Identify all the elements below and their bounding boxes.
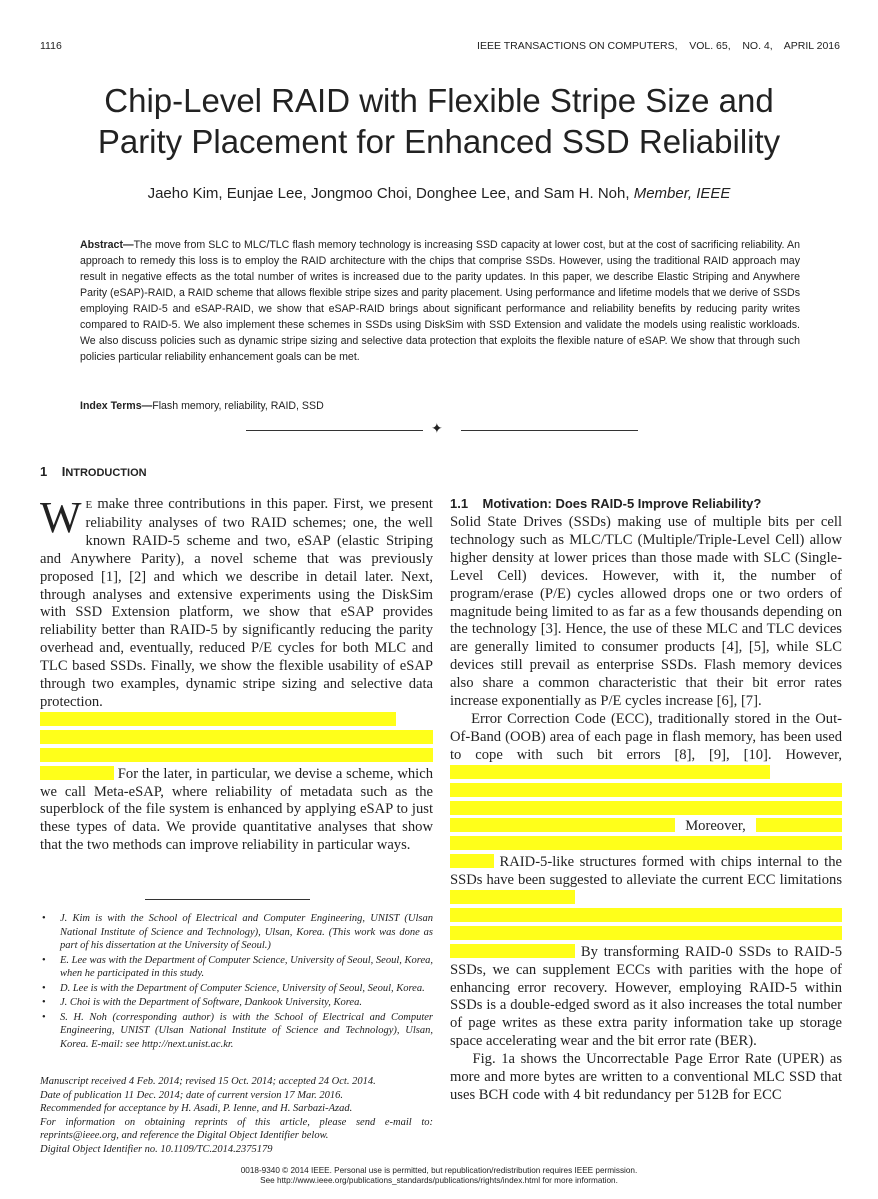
motivation-paragraph-2a: Error Correction Code (ECC), traditionally stored in the Out-Of-Band (OOB) area of each page in flash memory, has been used to cope with such bit errors [8], [9], [10]. However, bbox=[450, 710, 842, 763]
highlight-redaction bbox=[450, 926, 842, 940]
page-number: 1116 bbox=[40, 40, 62, 52]
manuscript-info bbox=[40, 1075, 433, 1156]
copyright-line-1: 0018-9340 © 2014 IEEE. Personal use is permitted, but republication/redistribution requires IEEE permission. bbox=[240, 1166, 638, 1175]
divider-line-left bbox=[246, 430, 423, 431]
footnote-rule bbox=[145, 899, 310, 900]
index-terms-text: Flash memory, reliability, RAID, SSD bbox=[152, 400, 324, 412]
section-title-rest: NTRODUCTION bbox=[65, 467, 147, 479]
section-title-first: I bbox=[61, 464, 66, 479]
section-heading-introduction bbox=[40, 464, 147, 479]
right-column bbox=[450, 514, 842, 1105]
highlight-redaction bbox=[450, 765, 770, 779]
abstract-label: Abstract— bbox=[80, 239, 134, 251]
footnote-item: • S. H. Noh (corresponding author) is with the School of Electrical and Computer Engineering, UNIST (Ulsan National Institute of Science and Technology), Ulsan, Korea. E-mail: see http://next.unist.ac.kr. bbox=[60, 1011, 433, 1052]
footnote-item: • J. Choi is with the Department of Software, Dankook University, Korea. bbox=[60, 996, 433, 1010]
highlight-redaction bbox=[450, 854, 494, 868]
drop-cap-continuation: E bbox=[85, 499, 93, 511]
highlight-redaction bbox=[450, 836, 842, 850]
manuscript-line: Manuscript received 4 Feb. 2014; revised 15 Oct. 2014; accepted 24 Oct. 2014. bbox=[40, 1076, 376, 1087]
section-number: 1 bbox=[40, 464, 48, 479]
index-terms-label: Index Terms— bbox=[80, 400, 153, 412]
highlight-redaction bbox=[450, 783, 842, 797]
copyright-footer bbox=[100, 1166, 778, 1186]
section-divider bbox=[246, 424, 638, 438]
index-terms bbox=[80, 400, 800, 412]
divider-star-icon: ✦ bbox=[431, 422, 443, 437]
author-names: Jaeho Kim, Eunjae Lee, Jongmoo Choi, Donghee Lee, and Sam H. Noh, bbox=[147, 185, 630, 202]
footnote-item: • E. Lee was with the Department of Computer Science, University of Seoul, Seoul, Korea, when he participated in this study. bbox=[60, 954, 433, 981]
highlight-redaction bbox=[450, 944, 575, 958]
authors bbox=[30, 185, 848, 202]
motivation-paragraph-2d: By transforming RAID-0 SSDs to RAID-5 SSDs, we can supplement ECCs with parities with the hope of enhancing error recovery. However, employing RAID-5 within SSDs is a double-edged sword as it also increases the total number of page writes as these extra parity information take up storage space accelerating wear and the bit error rate (BER). bbox=[450, 943, 842, 1050]
highlight-redaction bbox=[40, 712, 396, 726]
motivation-paragraph-1: Solid State Drives (SSDs) making use of multiple bits per cell technology such as MLC/TLC (Multiple/Triple-Level Cell) allow higher density at lower prices than those made with SLC (Single-Level Cell) devices. However, with it, the number of program/erase (P/E) cycles allowed drops one or two orders of magnitude being limited to as far as a few thousands depending on the technology [3]. Hence, the use of these MLC and TLC devices are generally limited to consumer products [4], [5], while SLC devices still prevail as enterprise SSDs. Flash memory devices also share a common characteristic that their bit error rates increase exponentially as P/E cycles increase [6], [7]. bbox=[450, 514, 842, 710]
journal-header: IEEE TRANSACTIONS ON COMPUTERS, VOL. 65, NO. 4, APRIL 2016 bbox=[477, 40, 840, 52]
highlight-redaction bbox=[40, 730, 433, 744]
intro-paragraph-2: For the later, in particular, we devise a scheme, which we call Meta-eSAP, where reliability of metadata such as the superblock of the file system is enhanced by applying eSAP to just these types of data. We provide quantitative analyses that show that the two methods can improve reliability in particular ways. bbox=[40, 765, 433, 854]
divider-line-right bbox=[461, 430, 638, 431]
abstract bbox=[80, 237, 800, 365]
highlight-redaction bbox=[450, 890, 575, 904]
title-line-1: Chip-Level RAID with Flexible Stripe Size and bbox=[104, 82, 774, 119]
paper-title bbox=[30, 80, 848, 162]
footnote-item: • J. Kim is with the School of Electrical and Computer Engineering, UNIST (Ulsan National Institute of Science and Technology), Ulsan, Korea. (This work was done as part of his dissertation at the University of Seoul.) bbox=[60, 912, 433, 953]
footnote-item: • D. Lee is with the Department of Computer Science, University of Seoul, Seoul, Korea. bbox=[60, 982, 433, 996]
author-role: Member, IEEE bbox=[633, 185, 731, 202]
highlight-redaction bbox=[450, 801, 842, 815]
manuscript-line: Date of publication 11 Dec. 2014; date of current version 17 Mar. 2016. bbox=[40, 1089, 343, 1101]
subsection-heading: 1.1 Motivation: Does RAID-5 Improve Reliability? bbox=[450, 496, 762, 511]
highlight-redaction bbox=[450, 908, 842, 922]
manuscript-line: Digital Object Identifier no. 10.1109/TC.2014.2375179 bbox=[40, 1143, 273, 1155]
highlight-redaction bbox=[756, 818, 842, 832]
abstract-text: The move from SLC to MLC/TLC flash memory technology is increasing SSD capacity at lower cost, but at the cost of sacrificing reliability. An approach to remedy this loss is to employ the RAID architecture with the chips that comprise SSDs. However, using the traditional RAID approach may result in negative effects as the total number of writes is increased due to the parity updates. In this paper, we describe Elastic Striping and Anywhere Parity (eSAP)-RAID, a RAID scheme that allows flexible stripe sizes and parity placement. Using performance and lifetime models that we derive of SSDs employing RAID-5 and eSAP-RAID, we show that eSAP-RAID brings about significant performance and reliability benefits by reducing parity writes compared to RAID-5. We also implement these schemes in SSDs using DiskSim with SSD Extension and validate the models using realistic workloads. We also discuss policies such as dynamic stripe sizing and selective data protection that exploits the flexible nature of eSAP. We show that through such policies particular reliability enhancement goals can be met. bbox=[80, 239, 800, 363]
title-line-2: Parity Placement for Enhanced SSD Reliability bbox=[97, 123, 781, 160]
drop-cap: W bbox=[40, 493, 82, 542]
motivation-paragraph-2b: Moreover, bbox=[685, 818, 746, 835]
manuscript-line: Recommended for acceptance by H. Asadi, P. Ienne, and H. Sarbazi-Azad. bbox=[40, 1103, 353, 1114]
motivation-paragraph-3: Fig. 1a shows the Uncorrectable Page Error Rate (UPER) as more and more bytes are written to a conventional MLC SSD that uses BCH code with 4 bit redundancy per 512B for ECC bbox=[450, 1051, 842, 1103]
manuscript-line: For information on obtaining reprints of this article, please send e-mail to: reprints@ieee.org, and reference the Digital Object Identifier below. bbox=[40, 1116, 433, 1141]
left-column bbox=[40, 493, 433, 855]
highlight-redaction bbox=[40, 748, 433, 762]
copyright-line-2: See http://www.ieee.org/publications_standards/publications/rights/index.html for more information. bbox=[260, 1176, 618, 1185]
motivation-paragraph-2c: RAID-5-like structures formed with chips internal to the SSDs have been suggested to alleviate the current ECC limitations bbox=[450, 854, 842, 889]
highlight-redaction bbox=[40, 766, 114, 780]
intro-paragraph-1: make three contributions in this paper. First, we present reliability analyses of two RAID schemes; one, the well known RAID-5 scheme and two, eSAP (elastic Striping and Anywhere Parity), a novel scheme that was previously proposed [1], [2] and which we describe in detail later. Next, through analyses and extensive experiments using the DiskSim with SSD Extension platform, we show that eSAP provides reliability better than RAID-5 by significantly reducing the parity overhead and, eventually, reduced P/E cycles for both MLC and TLC based SSDs. Finally, we show the flexible usability of eSAP through two examples, dynamic stripe sizing and selective data protection. bbox=[40, 496, 433, 710]
affiliation-footnotes bbox=[40, 912, 433, 1052]
highlight-redaction bbox=[450, 818, 675, 832]
